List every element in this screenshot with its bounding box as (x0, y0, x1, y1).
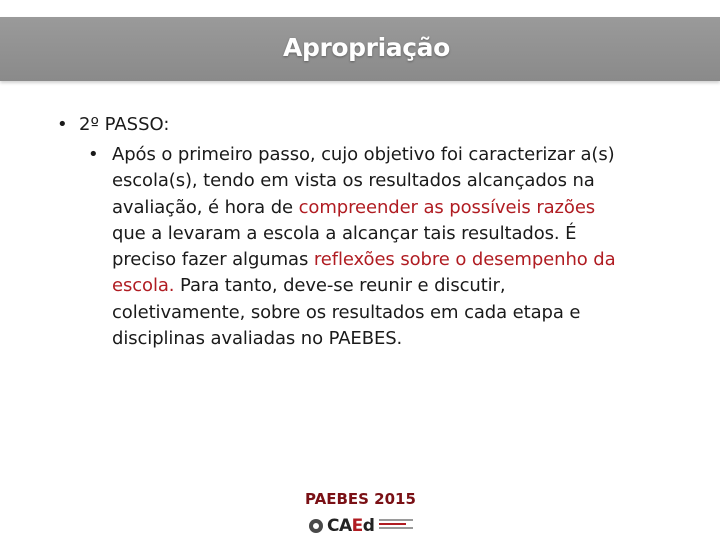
highlighted-text: escola. (112, 275, 175, 297)
paragraph-text: Para tanto, deve-se reunir e discutir, (174, 275, 506, 297)
highlighted-text: compreender as possíveis razões (298, 196, 596, 218)
paragraph-text: disciplinas avaliadas no PAEBES. (112, 328, 403, 350)
paragraph-text: coletivamente, sobre os resultados em cada etapa e (112, 301, 581, 323)
logo-tagline-lines (379, 519, 413, 533)
paragraph-line (112, 195, 672, 221)
paragraph-text: que a levaram a escola a alcançar tais resultados. É (112, 222, 577, 244)
paragraph-text: preciso fazer algumas (112, 249, 314, 271)
caed-logo-icon (309, 519, 323, 533)
paragraph-text: Após o primeiro passo, cujo objetivo foi caracterizar a(s) (112, 144, 615, 165)
paragraph-line (112, 273, 672, 299)
paragraph-line (112, 168, 672, 194)
paragraph-text: escola(s), tendo em vista os resultados alcançados na (112, 170, 595, 192)
paragraph-line (112, 300, 672, 326)
logo-wordmark: CAEd (327, 516, 375, 536)
paragraph-line (112, 326, 672, 352)
caed-logo (307, 515, 415, 537)
paragraph-line (112, 142, 672, 168)
step-heading: 2º PASSO: (79, 114, 170, 135)
highlighted-text: reflexões sobre o desempenho da (313, 249, 616, 271)
bullet-marker: • (57, 114, 68, 135)
bullet-level-1 (57, 112, 169, 138)
bullet-marker: • (88, 144, 99, 165)
footer-label: PAEBES 2015 (305, 490, 416, 508)
paragraph-text: avaliação, é hora de (112, 196, 299, 218)
paragraph-line (112, 221, 672, 247)
paragraph-line (112, 247, 672, 273)
bullet-level-2 (88, 142, 672, 352)
slide-title: Apropriação (283, 33, 450, 62)
